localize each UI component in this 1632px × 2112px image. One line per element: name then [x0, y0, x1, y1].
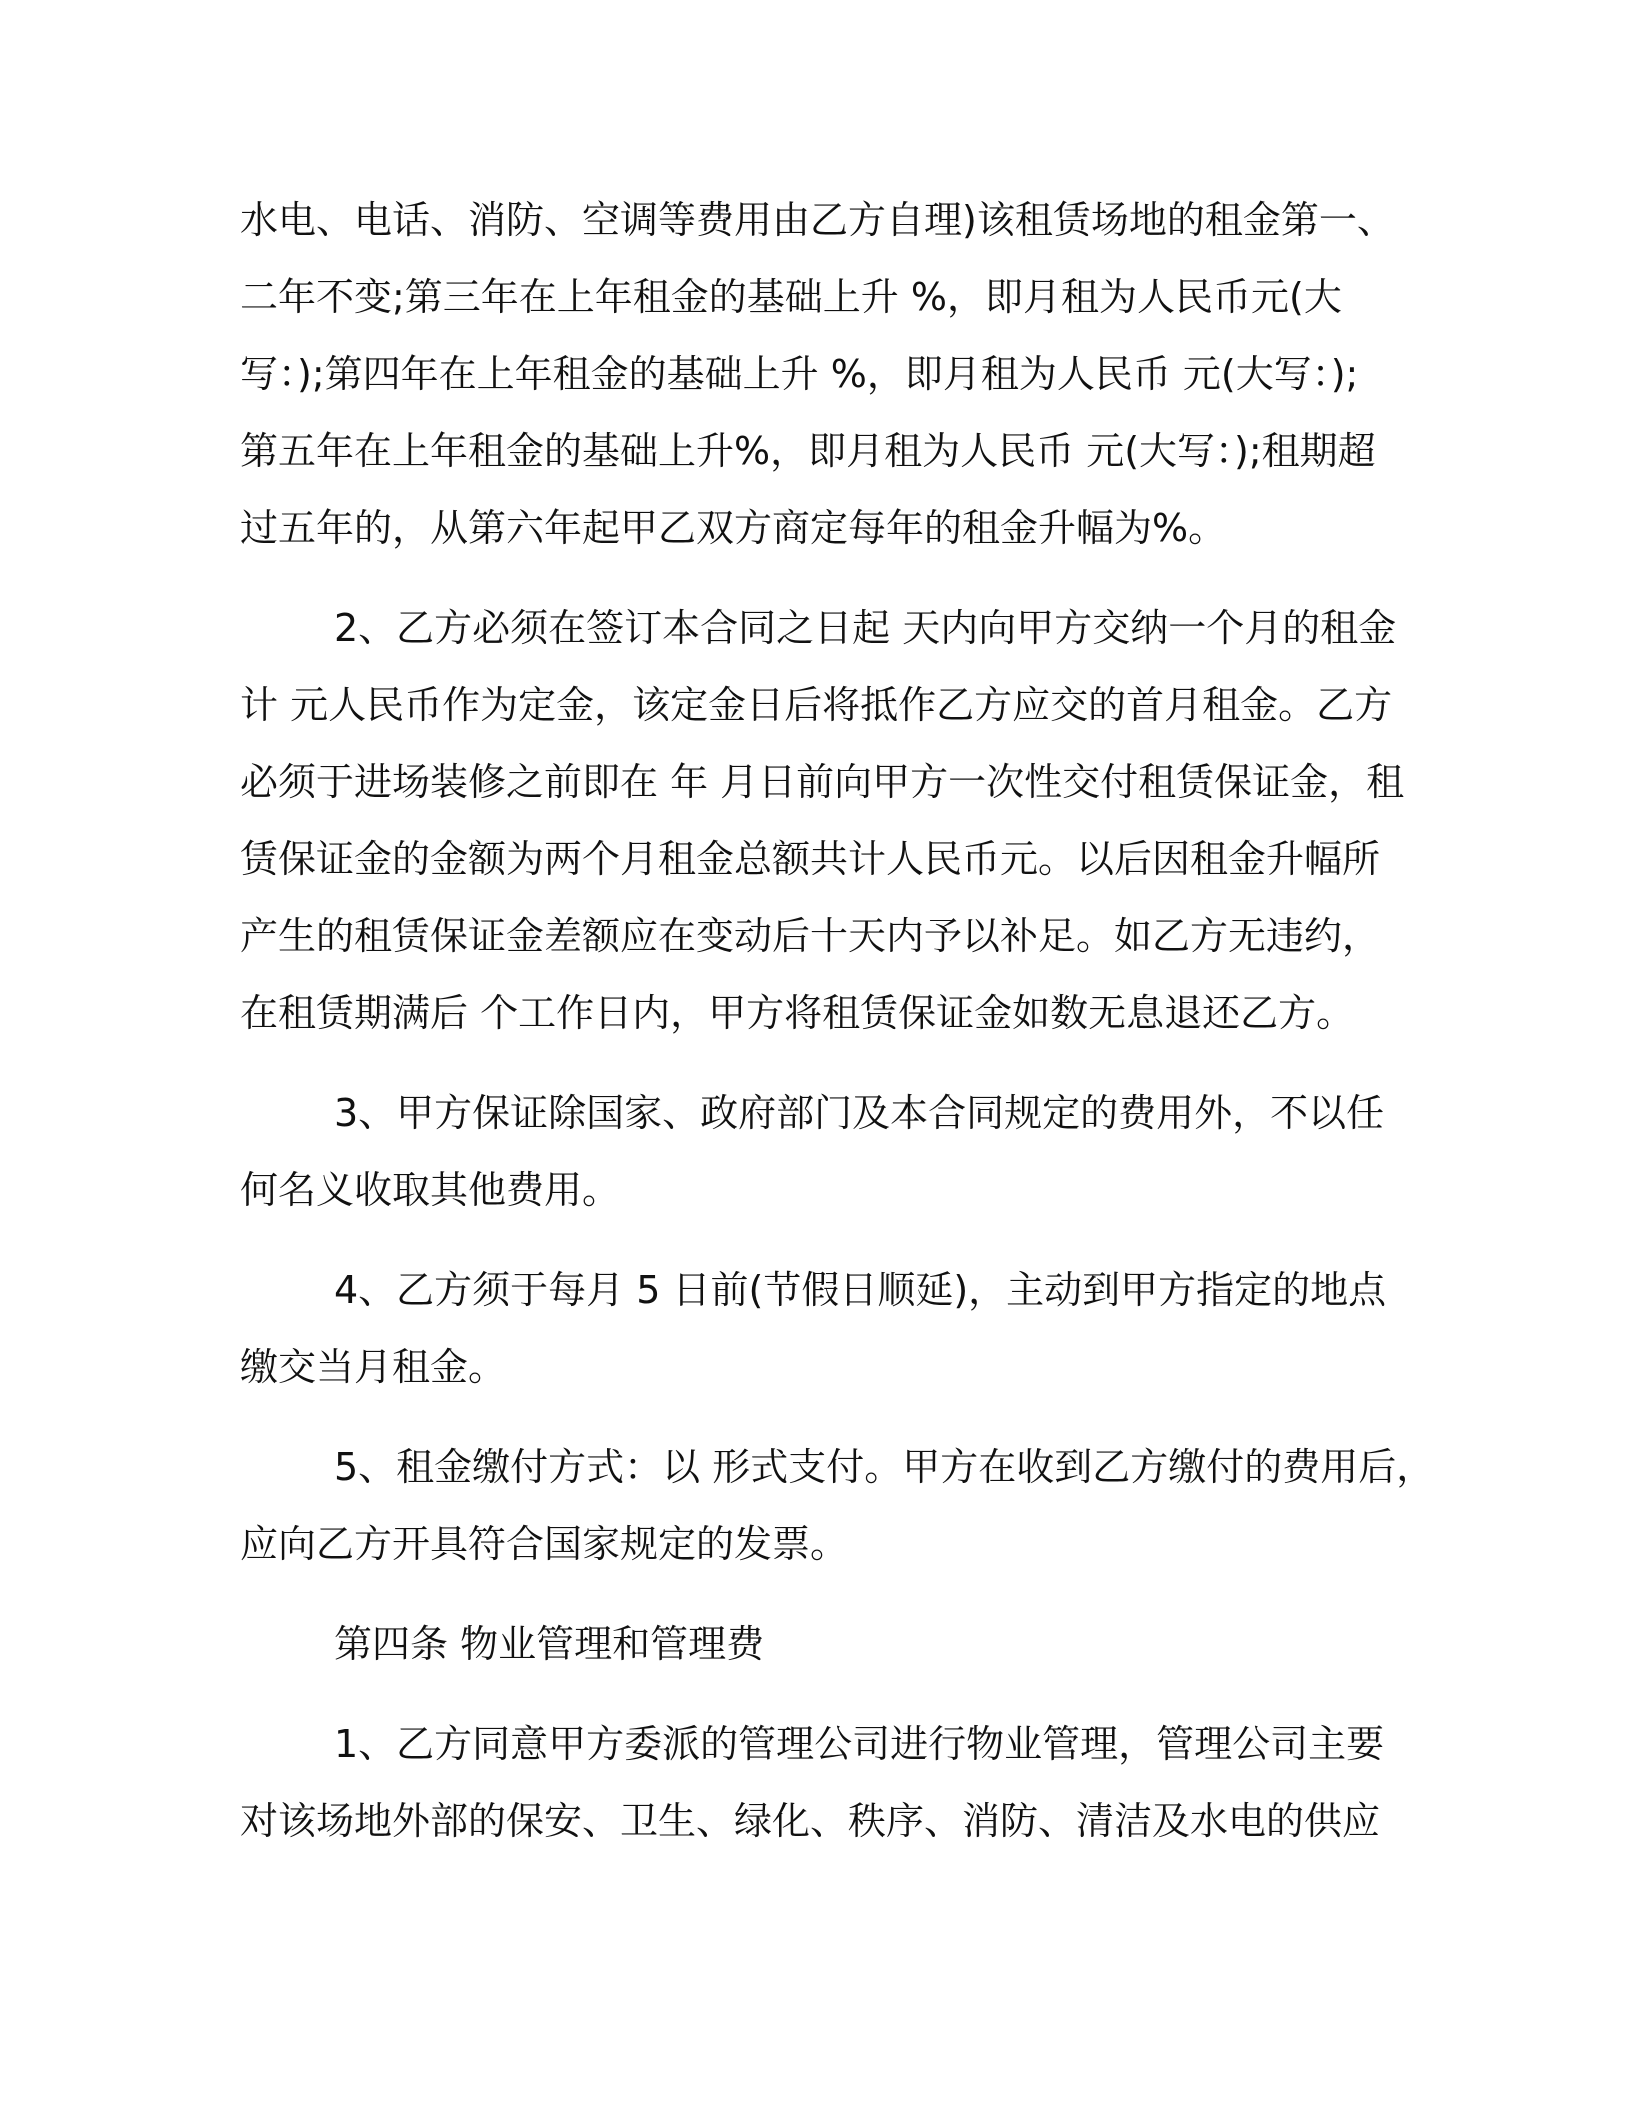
text-line: 计 元人民币作为定金，该定金日后将抵作乙方应交的首月租金。乙方 [240, 683, 1393, 727]
paragraph-1-first-line: 1、乙方同意甲方委派的管理公司进行物业管理，管理公司主要 [334, 1722, 1385, 1766]
text-line: 赁保证金的金额为两个月租金总额共计人民币元。以后因租金升幅所 [240, 837, 1381, 881]
text-line: 写：);第四年在上年租金的基础上升 %，即月租为人民币 元(大写：); [240, 352, 1359, 396]
text-line: 在租赁期满后 个工作日内，甲方将租赁保证金如数无息退还乙方。 [240, 991, 1355, 1035]
text-line: 产生的租赁保证金差额应在变动后十天内予以补足。如乙方无违约， [240, 914, 1381, 958]
paragraph-4-first-line: 4、乙方须于每月 5 日前(节假日顺延)，主动到甲方指定的地点 [334, 1268, 1387, 1312]
paragraph-5-first-line: 5、租金缴付方式：以 形式支付。甲方在收到乙方缴付的费用后， [334, 1445, 1435, 1489]
text-line: 必须于进场装修之前即在 年 月日前向甲方一次性交付租赁保证金，租 [240, 760, 1405, 804]
text-line: 应向乙方开具符合国家规定的发票。 [240, 1522, 849, 1566]
text-line: 何名义收取其他费用。 [240, 1168, 621, 1212]
text-line: 水电、电话、消防、空调等费用由乙方自理)该租赁场地的租金第一、 [240, 198, 1395, 242]
text-line: 过五年的，从第六年起甲乙双方商定每年的租金升幅为%。 [240, 506, 1227, 550]
text-line: 对该场地外部的保安、卫生、绿化、秩序、消防、清洁及水电的供应 [240, 1799, 1381, 1843]
text-line: 二年不变;第三年在上年租金的基础上升 %，即月租为人民币元(大 [240, 275, 1342, 319]
paragraph-3-first-line: 3、甲方保证除国家、政府部门及本合同规定的费用外，不以任 [334, 1091, 1385, 1135]
text-line: 缴交当月租金。 [240, 1345, 507, 1389]
section-heading: 第四条 物业管理和管理费 [334, 1622, 765, 1666]
paragraph-2-first-line: 2、乙方必须在签订本合同之日起 天内向甲方交纳一个月的租金 [334, 606, 1397, 650]
text-line: 第五年在上年租金的基础上升%，即月租为人民币 元(大写：);租期超 [240, 429, 1376, 473]
